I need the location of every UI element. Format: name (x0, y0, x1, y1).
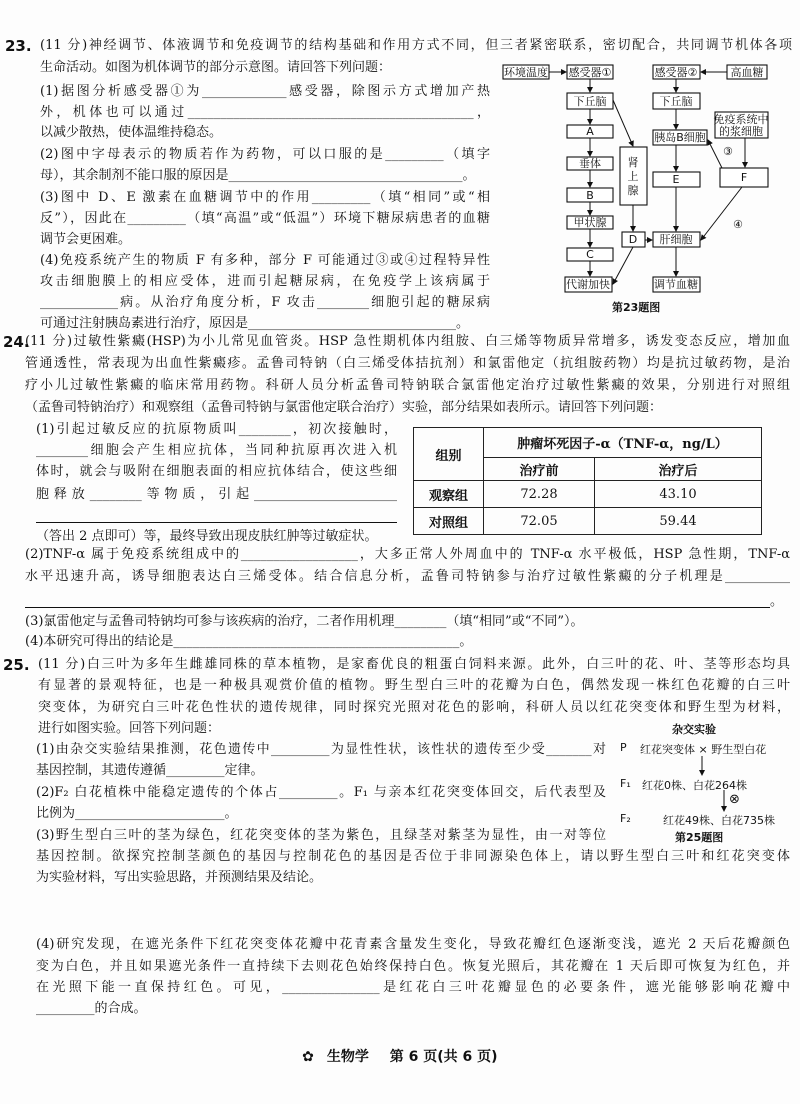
box-plasma-cell (714, 112, 769, 138)
q23-line: (2)图中字母表示的物质若作为药物，可以口服的是_________（填字 (40, 147, 490, 162)
svg-text:肾: 肾 (627, 156, 639, 169)
q24-line: 水平迅速升高，诱导细胞表达白三烯受体。结合信息分析，孟鲁司特钠参与治疗过敏性紫癜的分子机理是__________ (25, 569, 790, 584)
cell-after: 43.10 (595, 481, 762, 508)
generation-f2-text: 红花49株、白花735株 (663, 814, 775, 827)
box-regulate-glucose (653, 277, 700, 292)
box-e (653, 172, 700, 187)
box-b (567, 188, 613, 202)
q23-line: (11 分)神经调节、体液调节和免疫调节的结构基础和作用方式不同，但三者紧密联系，密切配合，共同调节机体各项 (40, 38, 792, 53)
q25-line: 有显著的景观特征，也是一种极具观赏价值的植物。野生型白三叶的花瓣为白色，偶然发现一株红色花瓣的白三叶 (38, 678, 790, 693)
regulation-diagram (0, 0, 800, 330)
table-header-after: 治疗后 (595, 458, 762, 481)
svg-text:胰岛B细胞: 胰岛B细胞 (654, 131, 706, 144)
box-c (567, 248, 613, 261)
question-number: 24. (3, 333, 30, 351)
q23-line: (1)据图分析感受器①为_____________感受器，除图示方式增加产热 (40, 84, 490, 99)
svg-text:肝细胞: 肝细胞 (659, 233, 693, 246)
box-receptor1 (567, 65, 613, 79)
svg-text:环境温度: 环境温度 (504, 66, 548, 79)
box-hypothalamus-right (653, 93, 700, 109)
box-metabolism (565, 277, 612, 292)
table-row (414, 508, 762, 535)
box-env-temp (503, 65, 549, 79)
subject-label: 生物学 (326, 1049, 369, 1065)
svg-text:的浆细胞: 的浆细胞 (719, 125, 763, 138)
svg-text:D: D (628, 233, 638, 246)
q23-line: ____________病。从治疗角度分析，F 攻击________细胞引起的糖尿病 (40, 295, 490, 310)
q25-line: (1)由杂交实验结果推测，花色遗传中_________为显性性状，该性状的遗传至少受_______对 (36, 742, 606, 757)
q25-line: 为实验材料，写出实验思路，并预测结果及结论。 (36, 870, 323, 885)
q23-line: 调节会更困难。 (40, 232, 132, 247)
q24-line: 体时，就会与吸附在细胞表面的相应抗体结合，使这些细 (36, 464, 397, 479)
q25-line: 变为白色，并且如果遮光条件一直持续下去则花色始终保持白色。恢复光照后，其花瓣在 1 天后即可恢复为红色，并 (36, 959, 790, 974)
svg-text:上: 上 (627, 170, 639, 183)
q25-line: (2)F₂ 白花植株中能稳定遗传的个体占_________。F₁ 与亲本红花突变体回交，后代表型及 (36, 785, 606, 800)
box-thyroid (567, 215, 613, 229)
q24-line: (3)氯雷他定与孟鲁司特钠均可参与该疾病的治疗，二者作用机理________（填“相同”或“不同”）。 (25, 614, 584, 629)
figure-caption: 第25题图 (675, 831, 724, 844)
q23-line: 以减少散热，使体温维持稳态。 (40, 125, 223, 140)
svg-text:甲状腺: 甲状腺 (573, 216, 607, 229)
q24-line: (2)TNF-α 属于免疫系统组成中的__________________，大多正常人外周血中的 TNF-α 水平极低，HSP 急性期，TNF-α (25, 547, 790, 562)
svg-text:E: E (672, 173, 680, 186)
box-islet-b (653, 130, 707, 145)
svg-text:C: C (586, 248, 594, 261)
table-row (414, 481, 762, 508)
q25-line: 比例为_______________________。 (36, 806, 238, 821)
q25-line: (3)野生型白三叶的茎为绿色，红花突变体的茎为紫色，且绿茎对紫茎为显性，由一对等位 (36, 828, 606, 843)
answer-blank-line (36, 522, 397, 523)
page-number: 第 6 页(共 6 页) (389, 1049, 498, 1065)
cell-before: 72.05 (484, 508, 595, 535)
page-footer (300, 1047, 498, 1067)
svg-text:高血糖: 高血糖 (730, 66, 764, 79)
cell-group: 对照组 (414, 508, 484, 535)
box-f (720, 168, 768, 187)
q23-line: (3)图中 D、E 激素在血糖调节中的作用_________（填“相同”或“相 (40, 190, 490, 205)
generation-f1-label: F₁ (620, 777, 631, 790)
box-pituitary (567, 156, 613, 170)
table-header-metric: 肿瘤坏死因子-α（TNF-α，ng/L） (484, 428, 762, 458)
svg-text:感受器②: 感受器② (654, 66, 698, 79)
q23-line: 母），其余制剂不能口服的原因是____________________________________。 (40, 168, 476, 183)
svg-text:F: F (740, 171, 748, 184)
box-a (567, 125, 613, 138)
svg-text:代谢加快: 代谢加快 (566, 278, 610, 291)
table-header-before: 治疗前 (484, 458, 595, 481)
generation-p-text: 红花突变体 × 野生型白花 (640, 743, 767, 756)
svg-text:免疫系统中: 免疫系统中 (713, 113, 769, 126)
q23-line: (4)免疫系统产生的物质 F 有多种，部分 F 可能通过③或④过程特异性 (40, 253, 490, 268)
q24-line: （答出 2 点即可）等，最终导致出现皮肤红肿等过敏症状。 (36, 529, 378, 544)
q25-line: (11 分)白三叶为多年生雌雄同株的草本植物，是家畜优良的粗蛋白饲料来源。此外，白三叶的花、叶、茎等形态均具 (38, 657, 790, 672)
svg-text:感受器①: 感受器① (568, 66, 612, 79)
q25-line: 进行如图实验。回答下列问题： (38, 721, 221, 736)
box-high-glucose (727, 65, 767, 79)
q23-line: 反”），因此在_________（填“高温”或“低温”）环境下糖尿病患者的血糖 (40, 211, 490, 226)
process3-label: ③ (723, 145, 733, 158)
q24-line: (11 分)过敏性紫癜(HSP)为小儿常见血管炎。HSP 急性期机体内组胺、白三烯等物质异常增多，诱发变态反应，增加血 (25, 334, 790, 349)
q25-line: (4)研究发现，在遮光条件下红花突变体花瓣中花青素含量发生变化，导致花瓣红色逐渐变浅，遮光 2 天后花瓣颜色 (36, 937, 790, 952)
q25-line: 突变体，为研究白三叶花色性状的遗传规律，同时探究光照对花色的影响，科研人员以红花突变体和野生型为材料， (38, 700, 790, 715)
box-adrenal (620, 147, 647, 205)
q24-line: 管通透性，常表现为出血性紫癜疹。孟鲁司特钠（白三烯受体拮抗剂）和氯雷他定（抗组胺药物）均是抗过敏药物，是治 (25, 356, 790, 371)
q24-line: （孟鲁司特钠治疗）和观察组（孟鲁司特钠与氯雷他定联合治疗）实验，部分结果如表所示。请回答下列问题： (25, 400, 663, 415)
svg-text:调节血糖: 调节血糖 (654, 278, 698, 291)
q25-line: 基因控制。欲探究控制茎颜色的基因与控制花色的基因是否位于非同源染色体上，请以野生型白三叶和红花突变体 (36, 849, 790, 864)
selfing-icon: ⊗ (729, 792, 740, 807)
q24-line-end: 。 (770, 594, 784, 609)
q23-line: 生命活动。如图为机体调节的部分示意图。请回答下列问题： (40, 60, 392, 75)
q25-line: _________的合成。 (36, 1001, 147, 1016)
tnf-table (413, 427, 762, 535)
box-liver (653, 232, 700, 247)
answer-blank-line (25, 607, 770, 608)
q23-line: 攻击细胞膜上的相应受体，进而引起糖尿病，在免疫学上该病属于 (40, 274, 490, 289)
svg-text:腺: 腺 (627, 184, 639, 197)
generation-f1-text: 红花0株、白花264株 (642, 779, 747, 792)
cell-before: 72.28 (484, 481, 595, 508)
q23-line: 外，机体也可以通过____________________________________________， (40, 105, 490, 120)
box-hypothalamus-left (567, 93, 613, 109)
box-receptor2 (653, 65, 700, 79)
figure-caption: 第23题图 (612, 301, 661, 314)
question-number: 25. (3, 656, 30, 674)
q24-line: ________细胞会产生相应抗体，当同种抗原再次进入机 (36, 443, 397, 458)
cell-after: 59.44 (595, 508, 762, 535)
table-header-group: 组别 (414, 428, 484, 481)
q24-line: (1)引起过敏反应的抗原物质叫________，初次接触时， (36, 422, 397, 437)
svg-text:B: B (586, 189, 594, 202)
q24-line: 疗小儿过敏性紫癜的临床常用药物。科研人员分析孟鲁司特钠联合氯雷他定治疗过敏性紫癜的效果，分别进行对照组 (25, 378, 790, 393)
svg-text:A: A (586, 125, 594, 138)
svg-text:下丘脑: 下丘脑 (659, 95, 693, 108)
flower-logo-icon: ✿ (302, 1049, 314, 1065)
q24-line: (4)本研究可得出的结论是____________________________________________。 (25, 634, 473, 649)
generation-f2-label: F₂ (620, 812, 631, 825)
svg-text:下丘脑: 下丘脑 (573, 95, 607, 108)
process4-label: ④ (733, 218, 743, 231)
cell-group: 观察组 (414, 481, 484, 508)
cross-title: 杂交实验 (672, 723, 716, 736)
generation-p-label: P (620, 741, 627, 754)
q24-line: 胞释放________等物质，引起______________________ (36, 487, 397, 502)
q25-line: 在光照下能一直保持红色。可见，_______________是红花白三叶花瓣显色的必要条件，遮光能够影响花瓣中 (36, 980, 790, 995)
q23-line: 可通过注射胰岛素进行治疗，原因是________________________________。 (40, 316, 470, 331)
question-number: 23. (5, 37, 32, 55)
box-d (622, 232, 645, 247)
q25-line: 基因控制，其遗传遵循_________定律。 (36, 763, 264, 778)
svg-text:垂体: 垂体 (579, 157, 601, 170)
